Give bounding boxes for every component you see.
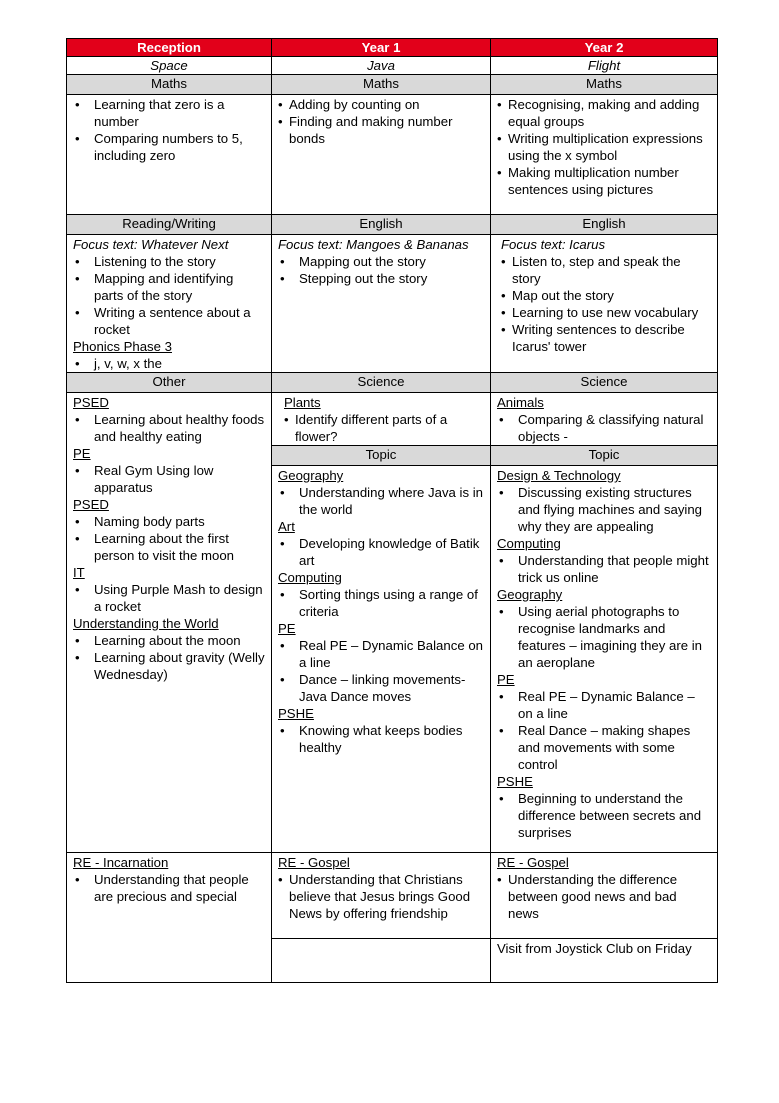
theme-year2: Flight <box>491 57 718 75</box>
section-list <box>73 462 265 496</box>
section-list <box>278 722 484 756</box>
re-year1-heading: RE - Gospel <box>278 855 350 870</box>
re-reception-heading: RE - Incarnation <box>73 855 169 870</box>
list-item: • Learning about the first person to visit the moon <box>73 530 265 564</box>
literacy-header-reception: Reading/Writing <box>67 215 272 235</box>
topic-header-year2: Topic <box>491 446 718 466</box>
section-list <box>73 513 265 564</box>
list-item: • Discussing existing structures and flying machines and saying why they are appealing <box>497 484 711 535</box>
maths-year1 <box>272 95 491 215</box>
literacy-header-year2: English <box>491 215 718 235</box>
section-list <box>497 552 711 586</box>
re-reception <box>67 853 272 983</box>
literacy-reception-list <box>73 253 265 338</box>
list-item: • Developing knowledge of Batik art <box>278 535 484 569</box>
science-year1 <box>272 393 491 446</box>
list-item: • j, v, w, x the <box>73 355 265 372</box>
topic-year2 <box>491 466 718 853</box>
maths-reception <box>67 95 272 215</box>
list-item: • Writing multiplication expressions using the x symbol <box>497 130 711 164</box>
other-reception-sections <box>73 394 265 683</box>
literacy-reception <box>67 235 272 373</box>
section-list <box>73 581 265 615</box>
list-item: • Listening to the story <box>73 253 265 270</box>
re-row <box>67 853 718 939</box>
science-year2-heading: Animals <box>497 395 544 410</box>
theme-reception: Space <box>67 57 272 75</box>
list-item: • Stepping out the story <box>278 270 484 287</box>
year-header-row <box>67 39 718 57</box>
science-year1-list <box>284 411 484 445</box>
list-item: • Dance – linking movements- Java Dance moves <box>278 671 484 705</box>
section-list <box>73 632 265 683</box>
topic-year1 <box>272 466 491 853</box>
theme-row <box>67 57 718 75</box>
section-list <box>497 688 711 773</box>
section-heading: PSED <box>73 497 109 512</box>
section-list <box>278 637 484 705</box>
list-item: • Understanding that people are precious and special <box>73 871 265 905</box>
science-year2 <box>491 393 718 446</box>
list-item: • Naming body parts <box>73 513 265 530</box>
focus-text-reception: Focus text: Whatever Next <box>73 237 229 252</box>
literacy-year2 <box>491 235 718 373</box>
section-list <box>278 586 484 620</box>
section-heading: PSHE <box>278 706 314 721</box>
other-header-reception: Other <box>67 373 272 393</box>
section-heading: Computing <box>497 536 561 551</box>
list-item: • Finding and making number bonds <box>278 113 484 147</box>
section-heading: IT <box>73 565 85 580</box>
section-list <box>497 603 711 671</box>
header-year1: Year 1 <box>272 39 491 57</box>
list-item: • Beginning to understand the difference between secrets and surprises <box>497 790 711 841</box>
literacy-content-row <box>67 235 718 373</box>
re-year2 <box>491 853 718 939</box>
other-reception <box>67 393 272 853</box>
section-list <box>497 484 711 535</box>
list-item: • Sorting things using a range of criteria <box>278 586 484 620</box>
science-header-year1: Science <box>272 373 491 393</box>
section-list <box>278 535 484 569</box>
list-item: • Listen to, step and speak the story <box>501 253 711 287</box>
section-heading: PSED <box>73 395 109 410</box>
section-heading: Art <box>278 519 295 534</box>
maths-reception-list <box>73 96 265 164</box>
list-item: • Real PE – Dynamic Balance – on a line <box>497 688 711 722</box>
focus-text-year1: Focus text: Mangoes & Bananas <box>278 237 469 252</box>
science-year2-list <box>497 411 711 445</box>
list-item: • Learning about gravity (Welly Wednesday) <box>73 649 265 683</box>
maths-year2 <box>491 95 718 215</box>
visit-note: Visit from Joystick Club on Friday <box>491 939 718 983</box>
topic-year2-sections <box>497 467 711 841</box>
section-heading: PE <box>278 621 296 636</box>
literacy-year1-list <box>278 253 484 287</box>
list-item: • Using aerial photographs to recognise landmarks and features – imagining they are in an aeroplane <box>497 603 711 671</box>
maths-year2-list <box>497 96 711 198</box>
list-item: • Writing sentences to describe Icarus' tower <box>501 321 711 355</box>
list-item: • Learning about the moon <box>73 632 265 649</box>
list-item: • Comparing numbers to 5, including zero <box>73 130 265 164</box>
maths-header-reception: Maths <box>67 75 272 95</box>
maths-year1-list <box>278 96 484 147</box>
section-heading: Computing <box>278 570 342 585</box>
literacy-year1 <box>272 235 491 373</box>
list-item: • Making multiplication number sentences using pictures <box>497 164 711 198</box>
topic-year1-sections <box>278 467 484 756</box>
list-item: • Map out the story <box>501 287 711 304</box>
list-item: • Understanding that Christians believe that Jesus brings Good News by offering friendship <box>278 871 484 922</box>
other-header-row <box>67 373 718 393</box>
re-year2-list <box>497 871 711 922</box>
section-list <box>73 411 265 445</box>
section-list <box>278 484 484 518</box>
header-reception: Reception <box>67 39 272 57</box>
section-heading: Geography <box>497 587 563 602</box>
literacy-header-year1: English <box>272 215 491 235</box>
science-header-year2: Science <box>491 373 718 393</box>
list-item: • Recognising, making and adding equal groups <box>497 96 711 130</box>
list-item: • Understanding that people might trick us online <box>497 552 711 586</box>
theme-year1: Java <box>272 57 491 75</box>
re-reception-list <box>73 871 265 905</box>
maths-header-row <box>67 75 718 95</box>
list-item: • Mapping out the story <box>278 253 484 270</box>
list-item: • Learning that zero is a number <box>73 96 265 130</box>
literacy-year2-list <box>501 253 711 355</box>
science-year1-heading: Plants <box>284 395 321 410</box>
section-heading: PE <box>497 672 515 687</box>
list-item: • Learning about healthy foods and healthy eating <box>73 411 265 445</box>
list-item: • Comparing & classifying natural objects - <box>497 411 711 445</box>
section-heading: Design & Technology <box>497 468 621 483</box>
literacy-header-row <box>67 215 718 235</box>
maths-content-row <box>67 95 718 215</box>
list-item: • Real PE – Dynamic Balance on a line <box>278 637 484 671</box>
section-heading: PE <box>73 446 91 461</box>
list-item: • Real Gym Using low apparatus <box>73 462 265 496</box>
section-list <box>497 790 711 841</box>
maths-header-year2: Maths <box>491 75 718 95</box>
phonics-heading: Phonics Phase 3 <box>73 339 172 354</box>
focus-text-year2: Focus text: Icarus <box>501 237 606 252</box>
re-year2-heading: RE - Gospel <box>497 855 569 870</box>
list-item: • Knowing what keeps bodies healthy <box>278 722 484 756</box>
topic-header-year1: Topic <box>272 446 491 466</box>
section-heading: Understanding the World <box>73 616 219 631</box>
section-heading: PSHE <box>497 774 533 789</box>
re-year1-list <box>278 871 484 922</box>
section-heading: Geography <box>278 468 344 483</box>
list-item: • Adding by counting on <box>278 96 484 113</box>
list-item: • Real Dance – making shapes and movements with some control <box>497 722 711 773</box>
list-item: • Understanding where Java is in the world <box>278 484 484 518</box>
maths-header-year1: Maths <box>272 75 491 95</box>
list-item: • Learning to use new vocabulary <box>501 304 711 321</box>
header-year2: Year 2 <box>491 39 718 57</box>
list-item: • Mapping and identifying parts of the story <box>73 270 265 304</box>
empty-cell-year1 <box>272 939 491 983</box>
science-row <box>67 393 718 446</box>
list-item: • Using Purple Mash to design a rocket <box>73 581 265 615</box>
list-item: • Identify different parts of a flower? <box>284 411 484 445</box>
phonics-list <box>73 355 265 372</box>
re-year1 <box>272 853 491 939</box>
curriculum-table <box>66 38 718 983</box>
list-item: • Understanding the difference between good news and bad news <box>497 871 711 922</box>
list-item: • Writing a sentence about a rocket <box>73 304 265 338</box>
